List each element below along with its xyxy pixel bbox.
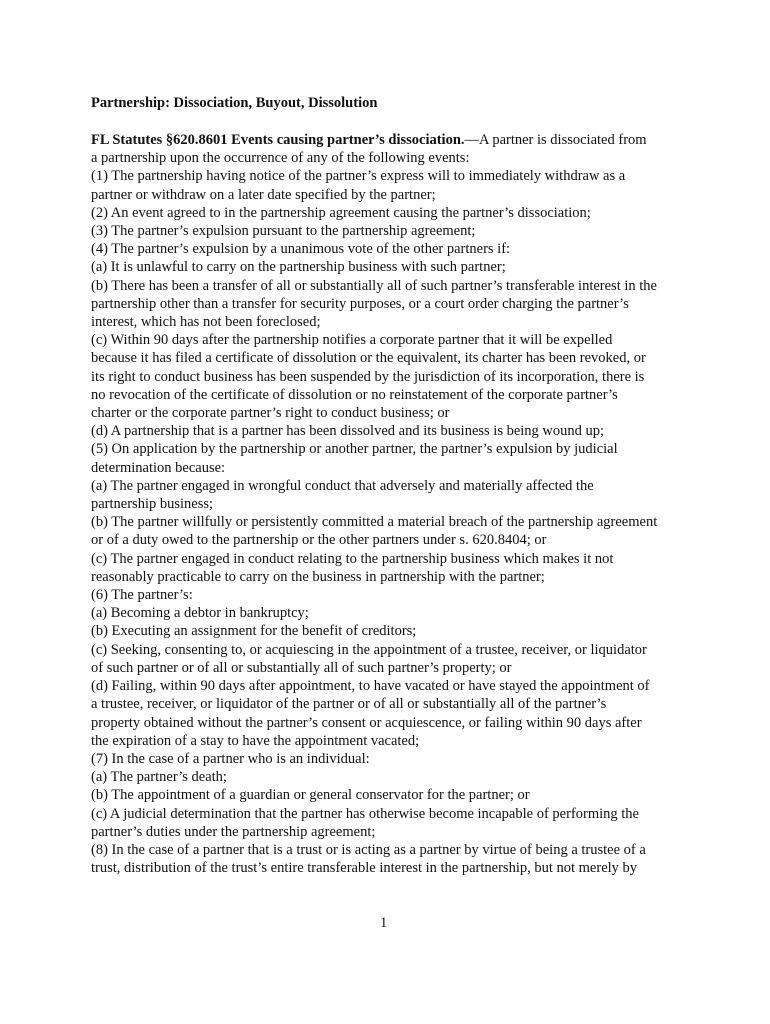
statute-text-line: determination because: (91, 459, 226, 476)
statute-text-line: (8) In the case of a partner that is a trust or is acting as a partner by virtue of being a trustee of a (91, 841, 646, 858)
statute-text-line: partner or withdraw on a later date specified by the partner; (91, 186, 436, 203)
statute-text-line: of such partner or of all or substantially all of such partner’s property; or (91, 659, 512, 676)
statute-body (91, 131, 691, 877)
statute-text-line: (4) The partner’s expulsion by a unanimous vote of the other partners if: (91, 241, 511, 258)
statute-text-line: (b) The appointment of a guardian or general conservator for the partner; or (91, 787, 530, 804)
statute-text-line: (b) There has been a transfer of all or substantially all of such partner’s transferable interest in the (91, 277, 657, 294)
statute-text-line: because it has filed a certificate of dissolution or the equivalent, its charter has been revoked, or (91, 350, 646, 367)
statute-text-line: or of a duty owed to the partnership or the other partners under s. 620.8404; or (91, 532, 547, 549)
statute-text-line: partnership business; (91, 496, 214, 513)
statute-text-line: the expiration of a stay to have the appointment vacated; (91, 732, 420, 749)
statute-text-line: reasonably practicable to carry on the business in partnership with the partner; (91, 568, 545, 585)
document-title: Partnership: Dissociation, Buyout, Dissolution (91, 95, 378, 111)
statute-text-line: (1) The partnership having notice of the partner’s express will to immediately withdraw as a (91, 168, 626, 185)
statute-text-line: charter or the corporate partner’s right to conduct business; or (91, 405, 450, 422)
statute-text-line: partner’s duties under the partnership agreement; (91, 823, 376, 840)
statute-text-line: (3) The partner’s expulsion pursuant to the partnership agreement; (91, 223, 476, 240)
statute-text-line: (7) In the case of a partner who is an individual: (91, 750, 370, 767)
statute-text-line: a partnership upon the occurrence of any of the following events: (91, 150, 470, 167)
statute-text-line: interest, which has not been foreclosed; (91, 314, 321, 331)
statute-text-line: (c) The partner engaged in conduct relating to the partnership business which makes it not (91, 550, 614, 567)
page-number: 1 (380, 915, 388, 931)
statute-text-line: (a) The partner engaged in wrongful conduct that adversely and materially affected the (91, 477, 594, 494)
statute-text-line: (d) Failing, within 90 days after appointment, to have vacated or have stayed the appointment of (91, 678, 650, 695)
statute-text-line: property obtained without the partner’s consent or acquiescence, or failing within 90 days after (91, 714, 642, 731)
statute-text-lines (91, 149, 691, 877)
statute-heading: FL Statutes §620.8601 Events causing partner’s dissociation. (91, 132, 465, 148)
statute-text-line: no revocation of the certificate of dissolution or no reinstatement of the corporate partner’s (91, 386, 618, 403)
statute-text-line: (2) An event agreed to in the partnership agreement causing the partner’s dissociation; (91, 204, 591, 221)
statute-text-line: (b) The partner willfully or persistently committed a material breach of the partnership agreement (91, 514, 658, 531)
statute-text-line: partnership other than a transfer for security purposes, or a court order charging the partner’s (91, 295, 629, 312)
statute-text-line: (6) The partner’s: (91, 587, 193, 604)
statute-text-line: (a) Becoming a debtor in bankruptcy; (91, 605, 309, 622)
statute-text-line: (5) On application by the partnership or another partner, the partner’s expulsion by judicial (91, 441, 618, 458)
statute-heading-line (91, 131, 691, 149)
statute-text-line: (a) It is unlawful to carry on the partnership business with such partner; (91, 259, 506, 276)
statute-text-line: (c) Seeking, consenting to, or acquiescing in the appointment of a trustee, receiver, or liquidator (91, 641, 647, 658)
statute-text-line: its right to conduct business has been suspended by the jurisdiction of its incorporation, there is (91, 368, 645, 385)
statute-text-line: (c) A judicial determination that the partner has otherwise become incapable of performing the (91, 805, 639, 822)
statute-text-line: (b) Executing an assignment for the benefit of creditors; (91, 623, 417, 640)
statute-text-line: (d) A partnership that is a partner has been dissolved and its business is being wound up; (91, 423, 605, 440)
statute-text-line: trust, distribution of the trust’s entire transferable interest in the partnership, but not merely by (91, 860, 638, 877)
statute-intro: —A partner is dissociated from (464, 132, 647, 148)
statute-text-line: (c) Within 90 days after the partnership notifies a corporate partner that it will be expelled (91, 332, 613, 349)
statute-text-line: (a) The partner’s death; (91, 769, 227, 786)
statute-text-line: a trustee, receiver, or liquidator of the partner or of all or substantially all of the partner’s (91, 696, 607, 713)
